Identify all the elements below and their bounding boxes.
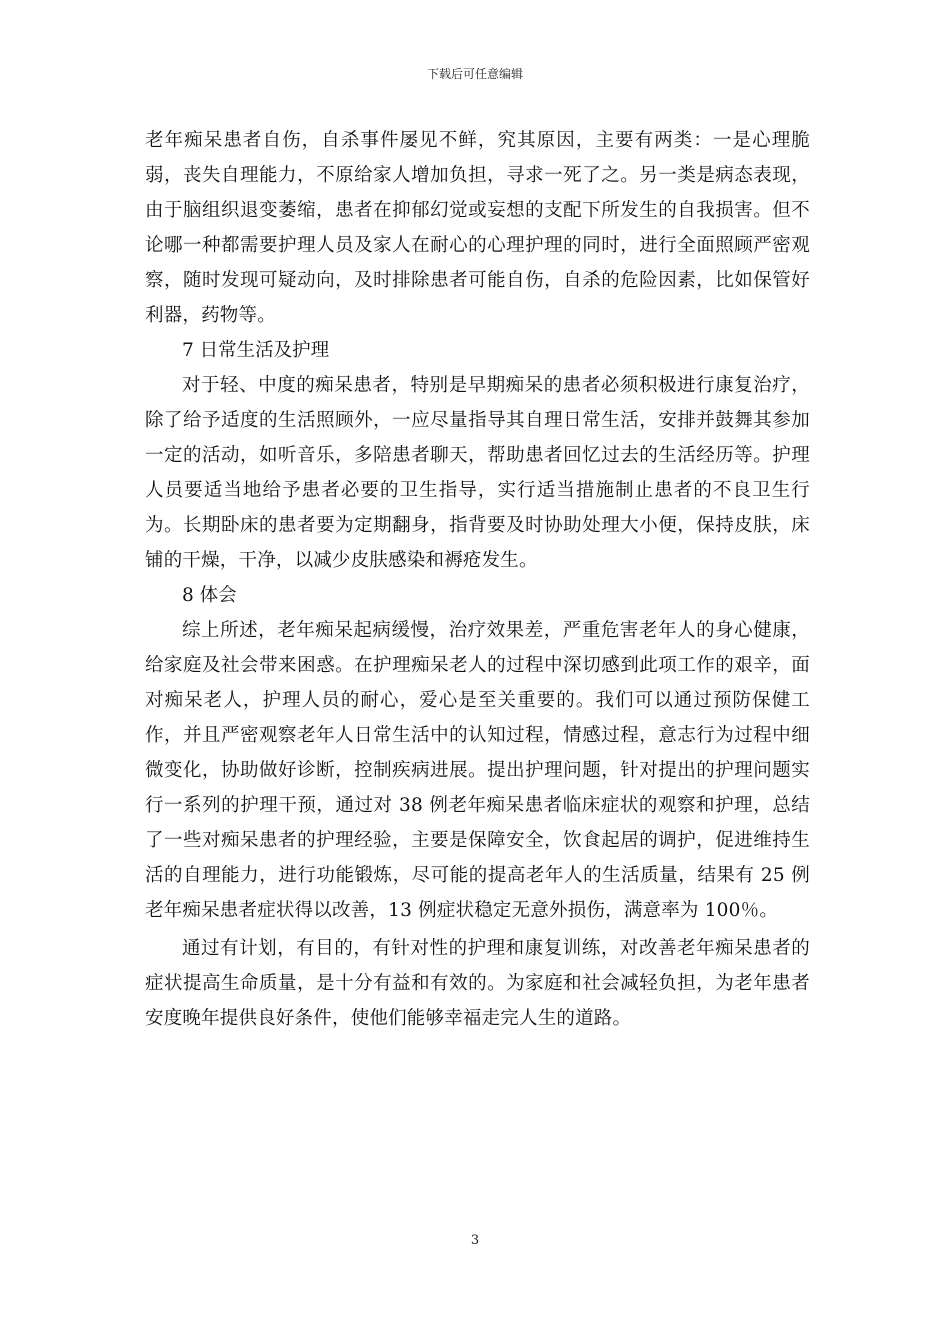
- paragraph-self-harm: 老年痴呆患者自伤，自杀事件屡见不鲜，究其原因，主要有两类：一是心理脆弱，丧失自理能力，不原给家人增加负担，寻求一死了之。另一类是病态表现，由于脑组织退变萎缩，患者在抑郁幻觉或妄想的支配下所发生的自我损害。但不论哪一种都需要护理人员及家人在耐心的心理护理的同时，进行全面照顾严密观察，随时发现可疑动向，及时排除患者可能自伤，自杀的危险因素，比如保管好利器，药物等。: [145, 130, 810, 326]
- section-heading-8: 8 体会: [182, 585, 237, 606]
- paragraph-summary: 综上所述，老年痴呆起病缓慢，治疗效果差，严重危害老年人的身心健康，给家庭及社会带来困惑。在护理痴呆老人的过程中深切感到此项工作的艰辛，面对痴呆老人，护理人员的耐心，爱心是至关重要的。我们可以通过预防保健工作，并且严密观察老年人日常生活中的认知过程，情感过程，意志行为过程中细微变化，协助做好诊断，控制疾病进展。提出护理问题，针对提出的护理问题实行一系列的护理干预，通过对 38 例老年痴呆患者临床症状的观察和护理，总结了一些对痴呆患者的护理经验，主要是保障安全，饮食起居的调护，促进维持生活的自理能力，进行功能锻炼，尽可能的提高老年人的生活质量，结果有 25 例老年痴呆患者症状得以改善，13 例症状稳定无意外损伤，满意率为 100％。: [145, 620, 810, 921]
- document-body: [145, 123, 810, 1036]
- page-number: 3: [470, 1233, 480, 1248]
- page-header: 下载后可任意编辑: [426, 67, 523, 81]
- section-heading-7: 7 日常生活及护理: [182, 340, 330, 361]
- paragraph-daily-care: 对于轻、中度的痴呆患者，特别是早期痴呆的患者必须积极进行康复治疗，除了给予适度的生活照顾外，一应尽量指导其自理日常生活，安排并鼓舞其参加一定的活动，如听音乐，多陪患者聊天，帮助患者回忆过去的生活经历等。护理人员要适当地给予患者必要的卫生指导，实行适当措施制止患者的不良卫生行为。长期卧床的患者要为定期翻身，指背要及时协助处理大小便，保持皮肤，床铺的干燥，干净，以减少皮肤感染和褥疮发生。: [145, 375, 810, 571]
- paragraph-conclusion: 通过有计划，有目的，有针对性的护理和康复训练，对改善老年痴呆患者的症状提高生命质量，是十分有益和有效的。为家庭和社会减轻负担，为老年患者安度晚年提供良好条件，使他们能够幸福走完人生的道路。: [145, 938, 810, 1029]
